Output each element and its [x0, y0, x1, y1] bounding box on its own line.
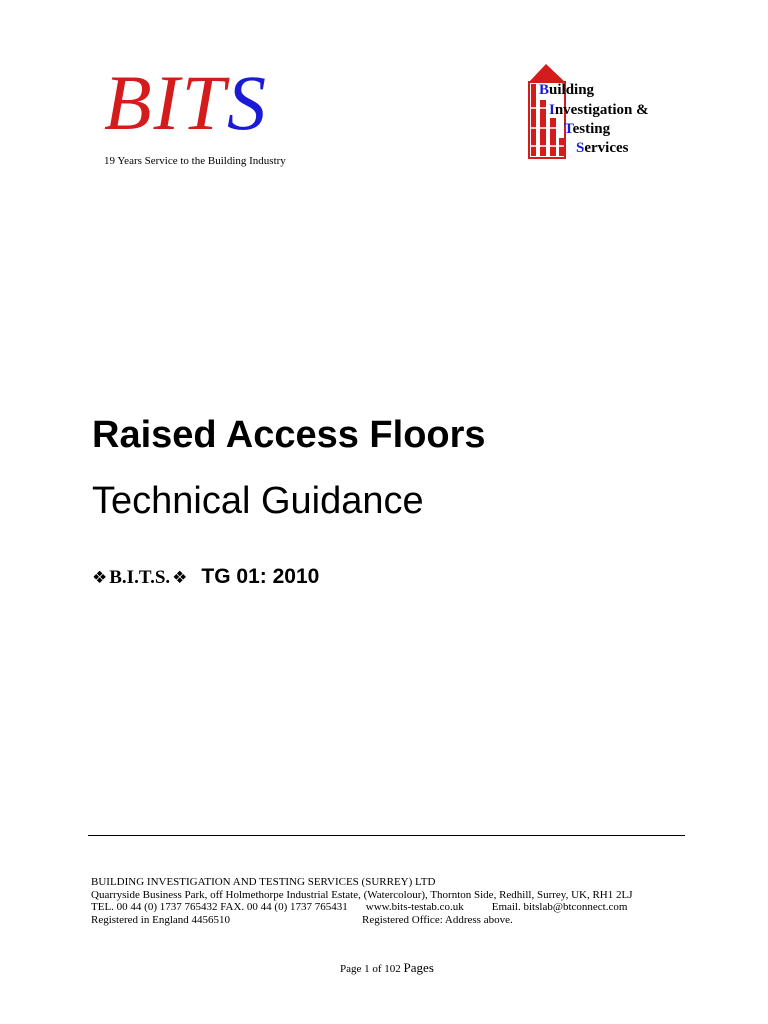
footer-office: Registered Office: Address above.: [362, 914, 513, 926]
footer-email: Email. bitslab@btconnect.com: [491, 901, 628, 913]
emblem-line-investigation: Investigation &: [549, 102, 649, 118]
document-code: TG 01: 2010: [201, 565, 320, 588]
page-number: Page 1 of 102 Pages: [340, 960, 434, 975]
diamond-icon: ❖: [172, 568, 188, 588]
logo-letter-t: T: [181, 59, 228, 146]
footer-contact: [91, 901, 627, 913]
document-reference: [92, 565, 319, 589]
logo-letter-s: S: [227, 59, 269, 146]
document-title: Raised Access Floors: [92, 414, 486, 456]
tagline: 19 Years Service to the Building Industry: [104, 155, 286, 167]
footer-divider: [88, 835, 685, 836]
footer-registration: [91, 914, 513, 926]
logo-letter-i: I: [153, 59, 182, 146]
building-emblem: [526, 62, 666, 162]
bits-abbreviation: B.I.T.S.: [109, 567, 171, 588]
emblem-line-building: Building: [539, 82, 595, 98]
logo-letter-b: B: [104, 59, 154, 146]
emblem-line-services: Services: [576, 140, 629, 156]
emblem-line-testing: Testing: [564, 121, 611, 137]
footer-website: www.bits-testab.co.uk: [365, 901, 464, 913]
footer-tel-fax: TEL. 00 44 (0) 1737 765432 FAX. 00 44 (0) 1737 765431: [91, 901, 348, 913]
footer-address: Quarryside Business Park, off Holmethorpe Industrial Estate, (Watercolour), Thornton Side, Redhill, Surrey, UK, RH1 2LJ: [91, 889, 633, 901]
footer-registered: Registered in England 4456510: [91, 914, 231, 926]
document-subtitle: Technical Guidance: [92, 480, 424, 522]
bits-logo: [104, 59, 269, 146]
footer-company: BUILDING INVESTIGATION AND TESTING SERVICES (SURREY) LTD: [91, 876, 436, 888]
diamond-icon: ❖: [92, 568, 108, 588]
